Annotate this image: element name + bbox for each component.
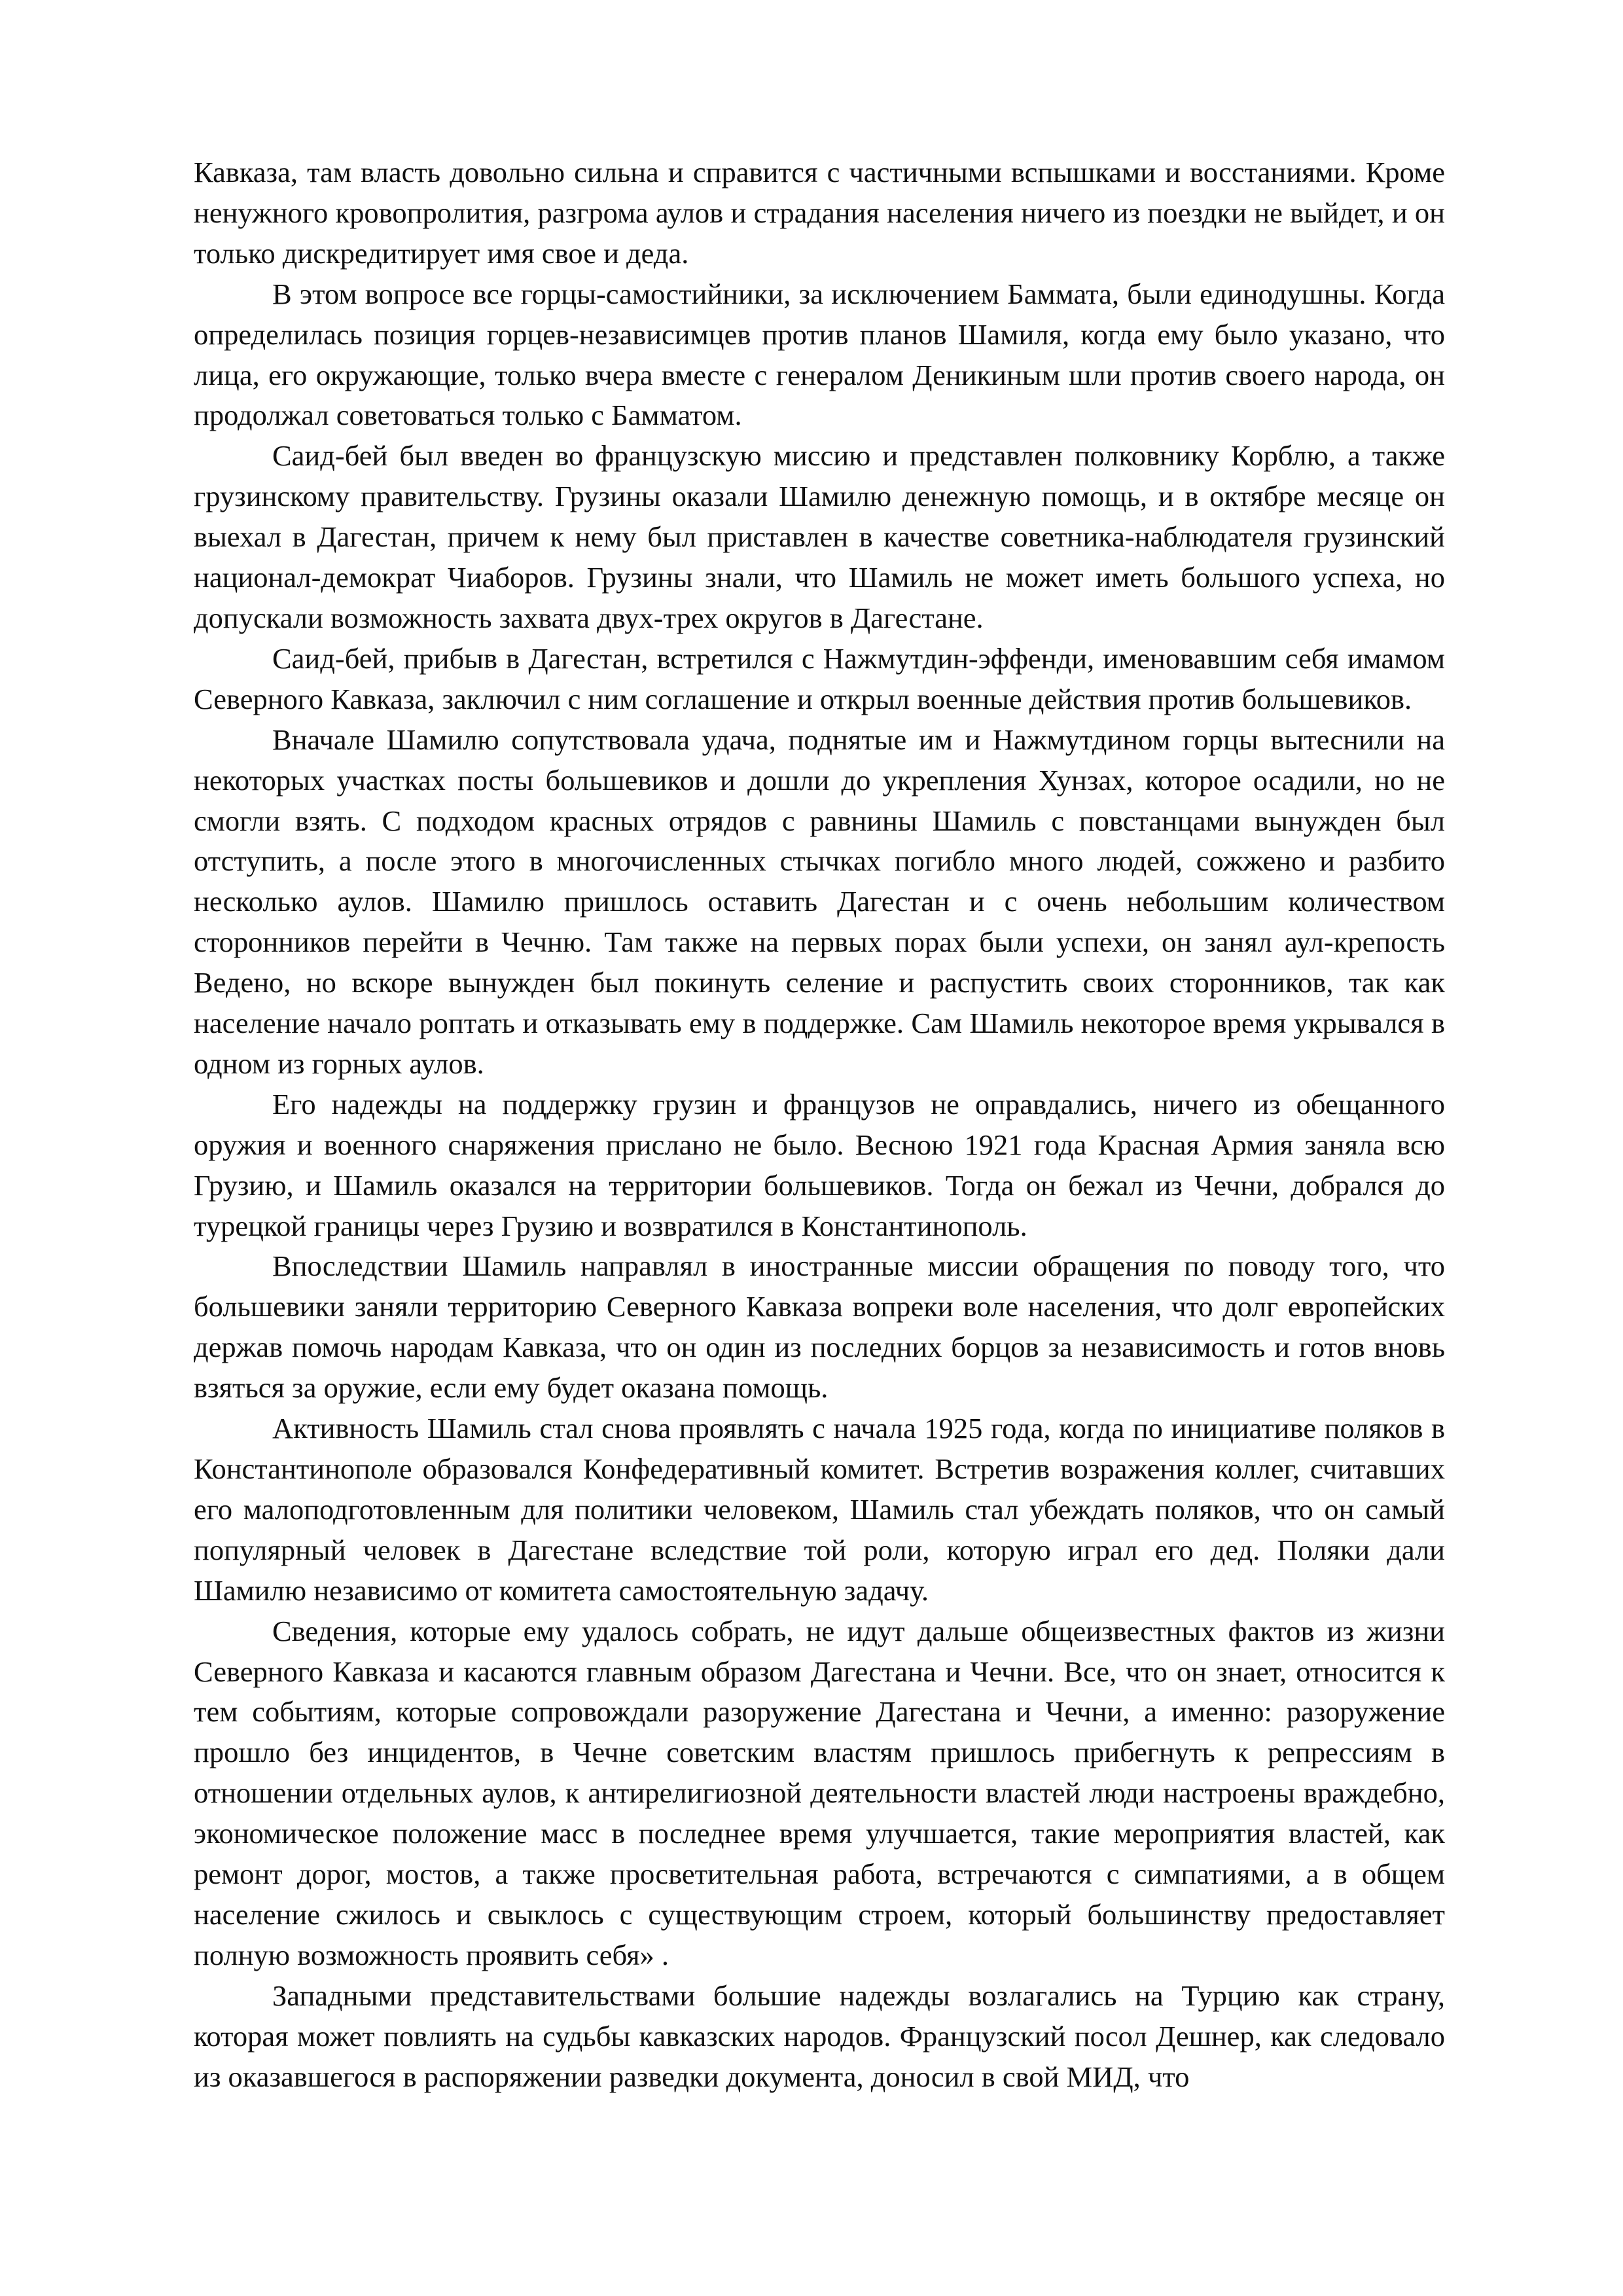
paragraph: Активность Шамиль стал снова проявлять с начала 1925 года, когда по инициативе поляков в Константинополе образовался Конфедеративный комитет. Встретив возражения коллег, считавших его малоподготовленным для политики человеком, Шамиль стал убеждать поляков, что он самый популярный человек в Дагестане вследствие той роли, которую играл его дед. Поляки дали Шамилю независимо от комитета самостоятельную задачу. xyxy=(194,1412,1445,1607)
paragraph: Саид-бей был введен во французскую миссию и представлен полковнику Корблю, а также грузинскому правительству. Грузины оказали Шамилю денежную помощь, и в октябре месяце он выехал в Дагестан, причем к нему был приставлен в качестве советника-наблюдателя грузинский национал-демократ Чиаборов. Грузины знали, что Шамиль не может иметь большого успеха, но допускали возможность захвата двух-трех округов в Дагестане. xyxy=(194,439,1445,634)
paragraph: Саид-бей, прибыв в Дагестан, встретился с Нажмутдин-эффенди, именовавшим себя имамом Северного Кавказа, заключил с ним соглашение и открыл военные действия против большевиков. xyxy=(194,641,1445,715)
paragraph: Сведения, которые ему удалось собрать, не идут дальше общеизвестных фактов из жизни Северного Кавказа и касаются главным образом Дагестана и Чечни. Все, что он знает, относится к тем событиям, которые сопровождали разоружение Дагестана и Чечни, а именно: разоружение прошло без инцидентов, в Чечне советским властям пришлось прибегнуть к репрессиям в отношении отдельных аулов, к антирелигиозной деятельности властей люди настроены враждебно, экономическое положение масс в последнее время улучшается, такие мероприятия властей, как ремонт дорог, мостов, а также просветительная работа, встречаются с симпатиями, а в общем население сжилось и свыклось с существующим строем, который большинству предоставляет полную возможность проявить себя» . xyxy=(194,1614,1445,1971)
paragraph: В этом вопросе все горцы-самостийники, за исключением Баммата, были единодушны. Когда определилась позиция горцев-независимцев против планов Шамиля, когда ему было указано, что лица, его окружающие, только вчера вместе с генералом Деникиным шли против своего народа, он продолжал советоваться только с Бамматом. xyxy=(194,277,1445,432)
paragraph: Западными представительствами большие надежды возлагались на Турцию как страну, которая может повлиять на судьбы кавказских народов. Французский посол Дешнер, как следовало из оказавшегося в распоряжении разведки документа, доносил в свой МИД, что xyxy=(194,1979,1445,2093)
paragraph: Его надежды на поддержку грузин и французов не оправдались, ничего из обещанного оружия и военного снаряжения прислано не было. Весною 1921 года Красная Армия заняла всю Грузию, и Шамиль оказался на территории большевиков. Тогда он бежал из Чечни, добрался до турецкой границы через Грузию и возвратился в Константинополь. xyxy=(194,1087,1445,1242)
paragraph: Впоследствии Шамиль направлял в иностранные миссии обращения по поводу того, что большевики заняли территорию Северного Кавказа вопреки воле населения, что долг европейских держав помочь народам Кавказа, что он один из последних борцов за независимость и готов вновь взяться за оружие, если ему будет оказана помощь. xyxy=(194,1249,1445,1405)
paragraph-continuation: Кавказа, там власть довольно сильна и справится с частичными вспышками и восстаниями. Кроме ненужного кровопролития, разгрома аулов и страдания населения ничего из поездки не выйдет, и он только дискредитирует имя свое и деда. xyxy=(194,156,1445,270)
body-text xyxy=(194,152,1445,2098)
paragraph: Вначале Шамилю сопутствовала удача, поднятые им и Нажмутдином горцы вытеснили на некоторых участках посты большевиков и дошли до укрепления Хунзах, которое осадили, но не смогли взять. С подходом красных отрядов с равнины Шамиль с повстанцами вынужден был отступить, а после этого в многочисленных стычках погибло много людей, сожжено и разбито несколько аулов. Шамилю пришлось оставить Дагестан и с очень небольшим количеством сторонников перейти в Чечню. Там также на первых порах были успехи, он занял аул-крепость Ведено, но вскоре вынужден был покинуть селение и распустить своих сторонников, так как население начало роптать и отказывать ему в поддержке. Сам Шамиль некоторое время укрывался в одном из горных аулов. xyxy=(194,723,1445,1080)
